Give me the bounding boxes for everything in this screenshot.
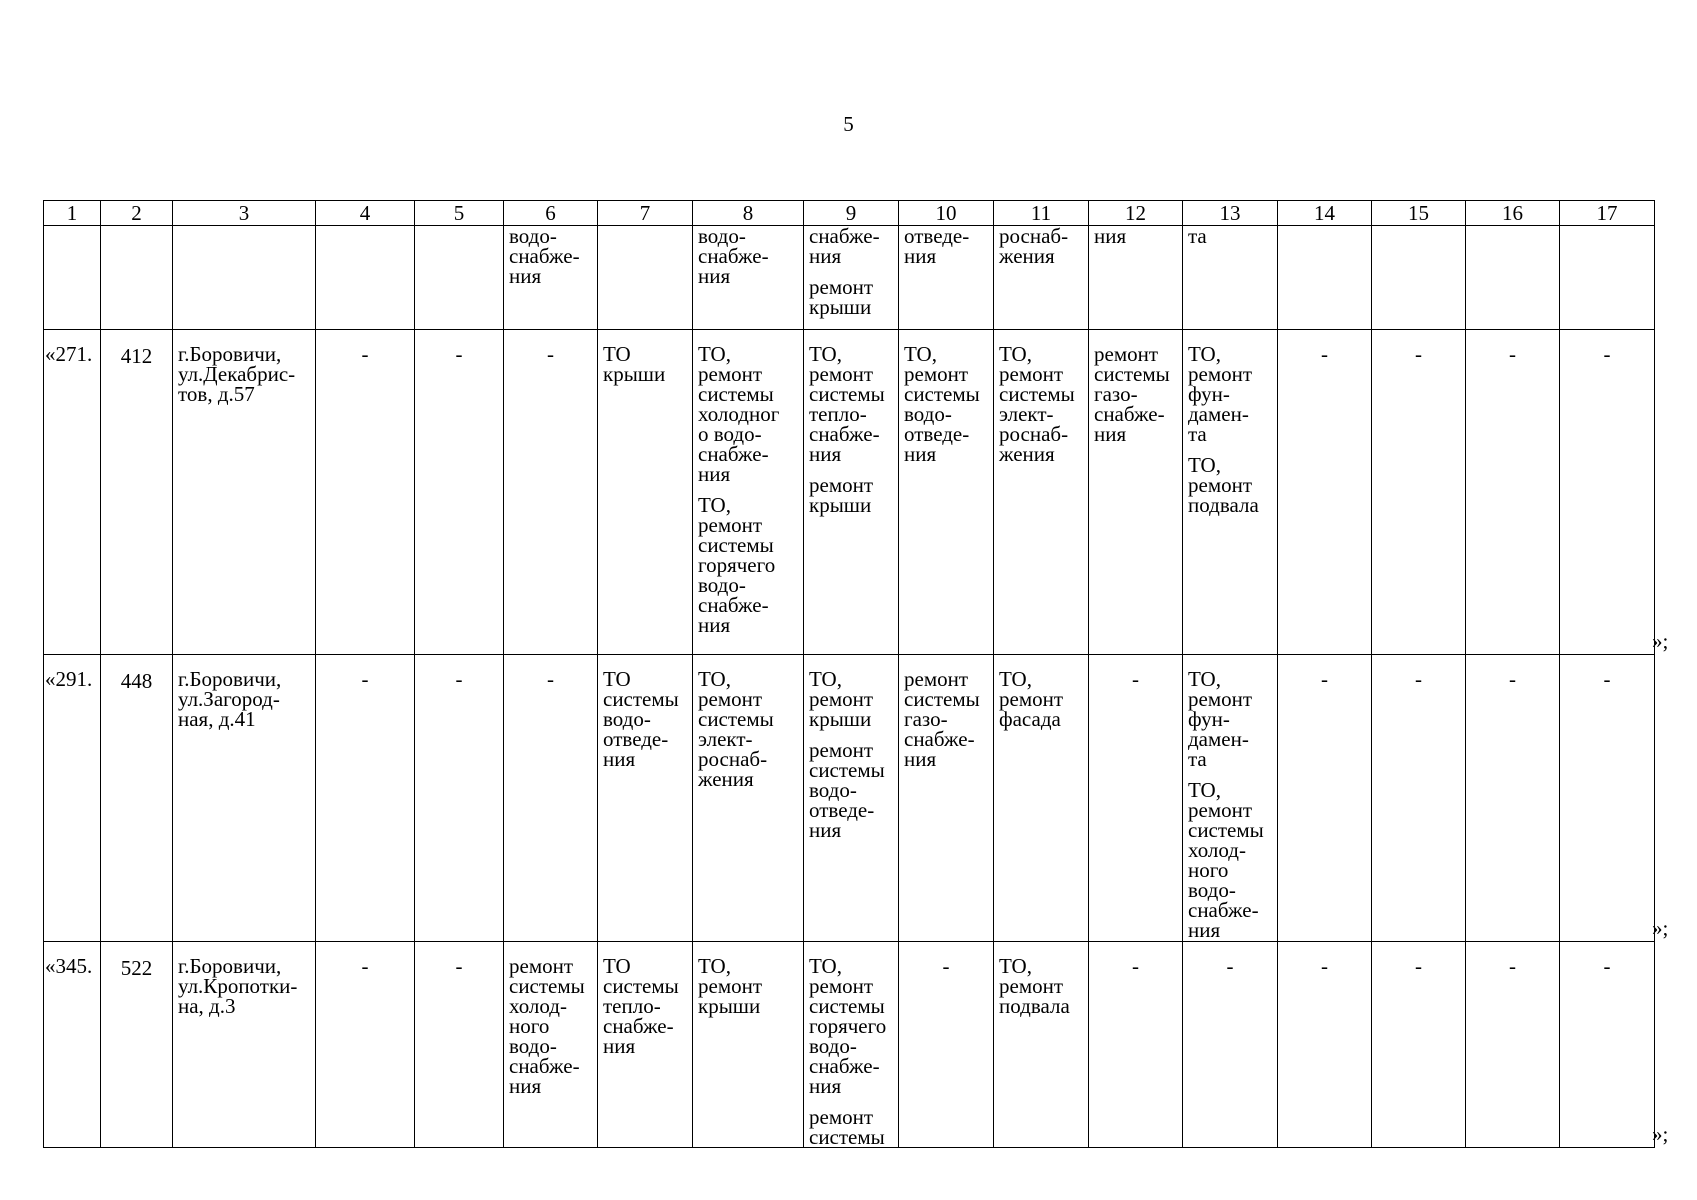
registry-id-cell <box>101 330 173 655</box>
cell-line: ного <box>509 1014 550 1038</box>
work-cell-col-7 <box>598 942 693 1148</box>
cell-line: системы <box>603 974 679 998</box>
work-cell-col-8 <box>693 655 804 942</box>
work-cell-col-5 <box>415 942 504 1148</box>
dash-value: - <box>361 667 369 691</box>
work-cell-col-11 <box>994 942 1089 1148</box>
table-cell <box>1560 226 1655 330</box>
cell-paragraph <box>698 344 799 484</box>
cell-line: ремонт <box>904 667 969 691</box>
work-cell-col-13 <box>1183 330 1278 655</box>
table-cell <box>1089 226 1183 330</box>
dash-value: - <box>361 954 369 978</box>
cell-line: ния <box>509 264 542 288</box>
cell-line: снабже- <box>698 244 769 268</box>
work-cell-col-5 <box>415 655 504 942</box>
cell-line: элект- <box>698 727 753 751</box>
cell-line: снабже- <box>603 1014 674 1038</box>
cell-paragraph <box>999 956 1084 1016</box>
dash-value: - <box>1321 667 1328 691</box>
cell-paragraph <box>698 669 799 789</box>
dash-value: - <box>1603 342 1611 366</box>
work-cell-col-10 <box>899 942 994 1148</box>
column-number-7: 7 <box>598 201 693 226</box>
cell-line: ремонт <box>809 974 874 998</box>
cell-line: ТО <box>603 667 631 691</box>
cell-line: водо- <box>904 402 952 426</box>
cell-line: отведе- <box>809 798 875 822</box>
column-number-3: 3 <box>173 201 316 226</box>
work-cell-col-6 <box>504 330 598 655</box>
table-cell <box>598 226 693 330</box>
row-end-mark: »; <box>1652 1121 1669 1146</box>
cell-line: системы <box>509 974 585 998</box>
table-cell <box>1278 226 1372 330</box>
work-cell-col-4 <box>316 330 415 655</box>
work-cell-col-9 <box>804 655 899 942</box>
cell-line: ремонт <box>999 974 1064 998</box>
cell-line: системы <box>904 687 980 711</box>
cell-line: крыши <box>809 295 872 319</box>
work-cell-col-8 <box>693 330 804 655</box>
cell-line: ния <box>809 818 842 842</box>
cell-line: ремонт <box>809 687 874 711</box>
cell-line: холод- <box>1188 838 1246 862</box>
work-cell-col-17 <box>1560 330 1655 655</box>
dash-value: - <box>1415 342 1422 366</box>
dash-value: - <box>455 342 463 366</box>
address-line: ул.Декабрис- <box>178 362 296 386</box>
address-line: ул.Загород- <box>178 687 280 711</box>
cell-paragraph <box>603 669 688 769</box>
cell-line: ТО, <box>698 667 731 691</box>
cell-paragraph <box>999 344 1084 464</box>
cell-paragraph <box>1188 226 1273 246</box>
work-cell-col-13 <box>1183 655 1278 942</box>
cell-line: подвала <box>1188 493 1259 517</box>
cell-line: жения <box>698 767 754 791</box>
cell-line: ремонт <box>698 513 763 537</box>
column-number-4: 4 <box>316 201 415 226</box>
cell-line: ния <box>809 244 842 268</box>
cell-line: ния <box>698 613 731 637</box>
cell-line: системы <box>809 994 885 1018</box>
dash-value: - <box>1509 954 1516 978</box>
cell-line: системы <box>698 382 774 406</box>
cell-line: крыши <box>698 994 761 1018</box>
cell-line: ТО <box>603 342 631 366</box>
cell-paragraph <box>698 495 799 635</box>
cell-paragraph <box>809 277 894 317</box>
cell-line: холодног <box>698 402 780 426</box>
table-cell <box>316 226 415 330</box>
dash-value: - <box>361 342 369 366</box>
cell-line: жения <box>999 442 1055 466</box>
registry-id-cell <box>101 655 173 942</box>
cell-line: ремонт <box>904 362 969 386</box>
column-number-11: 11 <box>994 201 1089 226</box>
cell-line: системы <box>698 533 774 557</box>
dash-value: - <box>1509 667 1516 691</box>
work-cell-col-16 <box>1466 655 1560 942</box>
cell-paragraph <box>603 344 688 384</box>
cell-line: снабже- <box>809 422 880 446</box>
cell-line: водо- <box>603 707 651 731</box>
registry-id-cell <box>101 942 173 1148</box>
cell-line: ТО, <box>809 342 842 366</box>
cell-line: крыши <box>809 493 872 517</box>
dash-value: - <box>1321 342 1328 366</box>
cell-line: элект- <box>999 402 1054 426</box>
cell-line: системы <box>698 707 774 731</box>
cell-line: дамен- <box>1188 402 1249 426</box>
row-number: «271. <box>45 342 93 366</box>
cell-line: фасада <box>999 707 1061 731</box>
column-number-5: 5 <box>415 201 504 226</box>
cell-line: системы <box>999 382 1075 406</box>
dash-value: - <box>942 954 950 978</box>
cell-line: водо- <box>809 778 857 802</box>
cell-paragraph <box>809 956 894 1096</box>
cell-line: тепло- <box>603 994 661 1018</box>
table-cell <box>1372 226 1466 330</box>
cell-line: снабже- <box>1094 402 1165 426</box>
cell-line: фун- <box>1188 382 1230 406</box>
page-number: 5 <box>843 112 854 136</box>
cell-line: водо- <box>1188 878 1236 902</box>
cell-paragraph <box>1188 455 1273 515</box>
work-cell-col-12 <box>1089 330 1183 655</box>
cell-line: роснаб- <box>999 422 1069 446</box>
cell-line: отведе- <box>904 225 970 248</box>
cell-line: снабже- <box>698 442 769 466</box>
dash-value: - <box>455 954 463 978</box>
dash-value: - <box>1132 954 1139 978</box>
work-cell-col-4 <box>316 655 415 942</box>
cell-paragraph <box>809 344 894 464</box>
address-cell <box>173 655 316 942</box>
column-number-16: 16 <box>1466 201 1560 226</box>
cell-line: ТО, <box>698 342 731 366</box>
cell-line: ния <box>698 462 731 486</box>
cell-line: ремонт <box>698 362 763 386</box>
row-number: «291. <box>45 667 93 691</box>
cell-line: ТО, <box>1188 778 1221 802</box>
cell-paragraph <box>1188 780 1273 940</box>
cell-paragraph <box>904 669 989 769</box>
cell-paragraph <box>809 740 894 840</box>
work-cell-col-14 <box>1278 330 1372 655</box>
cell-line: горячего <box>698 553 776 577</box>
column-number-row <box>44 201 1655 226</box>
cell-line: ТО, <box>698 493 731 517</box>
work-cell-col-11 <box>994 330 1089 655</box>
row-number-cell <box>44 942 101 1148</box>
cell-line: подвала <box>999 994 1070 1018</box>
cell-line: ния <box>1094 225 1127 248</box>
work-cell-col-6 <box>504 942 598 1148</box>
cell-paragraph <box>809 226 894 266</box>
cell-line: дамен- <box>1188 727 1249 751</box>
cell-line: ремонт <box>1188 687 1253 711</box>
column-number-17: 17 <box>1560 201 1655 226</box>
work-cell-col-16 <box>1466 942 1560 1148</box>
address-cell <box>173 942 316 1148</box>
cell-paragraph <box>698 956 799 1016</box>
work-cell-col-13 <box>1183 942 1278 1148</box>
cell-line: системы <box>809 1125 885 1148</box>
column-number-10: 10 <box>899 201 994 226</box>
cell-paragraph <box>809 475 894 515</box>
cell-line: ного <box>1188 858 1229 882</box>
cell-line: холод- <box>509 994 567 1018</box>
cell-paragraph <box>999 226 1084 266</box>
work-cell-col-14 <box>1278 942 1372 1148</box>
cell-line: о водо- <box>698 422 762 446</box>
cell-line: фун- <box>1188 707 1230 731</box>
cell-line: ремонт <box>999 687 1064 711</box>
work-cell-col-12 <box>1089 655 1183 942</box>
work-cell-col-4 <box>316 942 415 1148</box>
cell-line: ремонт <box>1188 473 1253 497</box>
dash-value: - <box>547 667 554 691</box>
address-line: на, д.3 <box>178 994 236 1018</box>
cell-line: системы <box>809 382 885 406</box>
table-row-continuation <box>44 226 1655 330</box>
cell-line: водо- <box>509 1034 557 1058</box>
table-cell <box>1466 226 1560 330</box>
work-cell-col-17 <box>1560 942 1655 1148</box>
table-cell <box>994 226 1089 330</box>
cell-line: роснаб- <box>999 225 1069 248</box>
cell-line: ТО, <box>999 667 1032 691</box>
dash-value: - <box>1226 954 1234 978</box>
row-number-cell <box>44 655 101 942</box>
cell-line: та <box>1188 747 1207 771</box>
work-cell-col-14 <box>1278 655 1372 942</box>
column-number-6: 6 <box>504 201 598 226</box>
dash-value: - <box>547 342 554 366</box>
table-cell <box>1183 226 1278 330</box>
table-cell <box>804 226 899 330</box>
cell-line: снабже- <box>1188 898 1259 922</box>
cell-line: ремонт <box>1188 798 1253 822</box>
work-cell-col-15 <box>1372 330 1466 655</box>
cell-line: снабже- <box>809 225 880 248</box>
cell-line: крыши <box>809 707 872 731</box>
work-cell-col-5 <box>415 330 504 655</box>
cell-line: ТО, <box>698 954 731 978</box>
cell-line: системы <box>904 382 980 406</box>
cell-line: отведе- <box>904 422 970 446</box>
cell-line: отведе- <box>603 727 669 751</box>
column-number-1: 1 <box>44 201 101 226</box>
cell-line: системы <box>809 758 885 782</box>
cell-line: ТО, <box>1188 342 1221 366</box>
cell-paragraph <box>509 956 593 1096</box>
address-line: г.Боровичи, <box>178 342 282 366</box>
cell-paragraph <box>999 669 1084 729</box>
column-number-9: 9 <box>804 201 899 226</box>
cell-line: крыши <box>603 362 666 386</box>
work-cell-col-9 <box>804 330 899 655</box>
cell-line: ния <box>809 1074 842 1098</box>
address-cell <box>173 330 316 655</box>
cell-line: ния <box>904 244 937 268</box>
table-cell <box>504 226 598 330</box>
cell-line: ремонт <box>809 738 874 762</box>
work-cell-col-10 <box>899 330 994 655</box>
cell-line: ремонт <box>809 275 874 299</box>
cell-line: снабже- <box>698 593 769 617</box>
cell-paragraph <box>1094 344 1178 444</box>
cell-line: ремонт <box>809 1105 874 1129</box>
cell-line: водо- <box>809 1034 857 1058</box>
table-cell <box>899 226 994 330</box>
cell-line: ния <box>904 747 937 771</box>
table-row <box>44 655 1655 942</box>
table-row <box>44 942 1655 1148</box>
work-cell-col-6 <box>504 655 598 942</box>
cell-line: системы <box>603 687 679 711</box>
dash-value: - <box>1603 954 1611 978</box>
cell-line: ТО, <box>1188 453 1221 477</box>
work-cell-col-15 <box>1372 942 1466 1148</box>
column-number-13: 13 <box>1183 201 1278 226</box>
cell-line: ния <box>603 747 636 771</box>
cell-line: ния <box>603 1034 636 1058</box>
work-cell-col-15 <box>1372 655 1466 942</box>
address-line: ная, д.41 <box>178 707 256 731</box>
address-line: тов, д.57 <box>178 382 255 406</box>
registry-id: 412 <box>120 344 153 368</box>
table-cell <box>44 226 101 330</box>
cell-line: ТО <box>603 954 631 978</box>
work-cell-col-16 <box>1466 330 1560 655</box>
cell-paragraph <box>809 669 894 729</box>
cell-line: ремонт <box>698 974 763 998</box>
row-number: «345. <box>45 954 93 978</box>
cell-line: ТО, <box>809 667 842 691</box>
cell-paragraph <box>1188 669 1273 769</box>
cell-line: ТО, <box>999 342 1032 366</box>
cell-line: та <box>1188 422 1207 446</box>
registry-id: 522 <box>120 956 153 980</box>
cell-line: газо- <box>904 707 948 731</box>
work-cell-col-12 <box>1089 942 1183 1148</box>
cell-line: снабже- <box>904 727 975 751</box>
cell-line: ТО, <box>1188 667 1221 691</box>
work-cell-col-8 <box>693 942 804 1148</box>
cell-line: та <box>1188 225 1207 248</box>
dash-value: - <box>1603 667 1611 691</box>
cell-paragraph <box>509 226 593 286</box>
dash-value: - <box>1415 954 1422 978</box>
column-number-14: 14 <box>1278 201 1372 226</box>
row-end-mark: »; <box>1652 628 1669 653</box>
cell-line: ния <box>509 1074 542 1098</box>
cell-line: ремонт <box>809 362 874 386</box>
cell-line: ремонт <box>809 473 874 497</box>
cell-line: ния <box>809 442 842 466</box>
column-number-12: 12 <box>1089 201 1183 226</box>
cell-line: ния <box>904 442 937 466</box>
registry-id: 448 <box>120 669 153 693</box>
cell-line: ремонт <box>509 954 574 978</box>
works-table <box>43 200 1655 1148</box>
cell-line: водо- <box>698 225 746 248</box>
cell-paragraph <box>904 226 989 266</box>
cell-line: ТО, <box>999 954 1032 978</box>
cell-paragraph <box>603 956 688 1056</box>
cell-line: тепло- <box>809 402 867 426</box>
cell-line: снабже- <box>509 244 580 268</box>
work-cell-col-9 <box>804 942 899 1148</box>
table-cell <box>693 226 804 330</box>
table-row <box>44 330 1655 655</box>
address-line: г.Боровичи, <box>178 667 282 691</box>
dash-value: - <box>1509 342 1516 366</box>
cell-line: ния <box>698 264 731 288</box>
cell-line: водо- <box>698 573 746 597</box>
cell-line: ремонт <box>698 687 763 711</box>
work-cell-col-7 <box>598 330 693 655</box>
work-cell-col-7 <box>598 655 693 942</box>
dash-value: - <box>1132 667 1139 691</box>
cell-line: ремонт <box>999 362 1064 386</box>
cell-paragraph <box>1094 226 1178 246</box>
address-line: ул.Кропотки- <box>178 974 298 998</box>
dash-value: - <box>455 667 463 691</box>
cell-line: роснаб- <box>698 747 768 771</box>
cell-line: водо- <box>509 225 557 248</box>
work-cell-col-10 <box>899 655 994 942</box>
table-cell <box>415 226 504 330</box>
cell-line: системы <box>1094 362 1170 386</box>
cell-line: газо- <box>1094 382 1138 406</box>
cell-line: ния <box>1094 422 1127 446</box>
cell-line: ремонт <box>1094 342 1159 366</box>
row-number-cell <box>44 330 101 655</box>
table-cell <box>173 226 316 330</box>
cell-line: жения <box>999 244 1055 268</box>
dash-value: - <box>1415 667 1422 691</box>
column-number-15: 15 <box>1372 201 1466 226</box>
column-number-8: 8 <box>693 201 804 226</box>
cell-paragraph <box>904 344 989 464</box>
cell-paragraph <box>809 1107 894 1147</box>
address-line: г.Боровичи, <box>178 954 282 978</box>
cell-line: снабже- <box>509 1054 580 1078</box>
cell-paragraph <box>698 226 799 286</box>
work-cell-col-11 <box>994 655 1089 942</box>
cell-line: ремонт <box>1188 362 1253 386</box>
cell-paragraph <box>1188 344 1273 444</box>
column-number-2: 2 <box>101 201 173 226</box>
cell-line: ТО, <box>904 342 937 366</box>
work-cell-col-17 <box>1560 655 1655 942</box>
row-end-mark: »; <box>1652 915 1669 940</box>
table-cell <box>101 226 173 330</box>
cell-line: снабже- <box>809 1054 880 1078</box>
cell-line: ния <box>1188 918 1221 942</box>
cell-line: горячего <box>809 1014 887 1038</box>
cell-line: ТО, <box>809 954 842 978</box>
dash-value: - <box>1321 954 1328 978</box>
cell-line: системы <box>1188 818 1264 842</box>
